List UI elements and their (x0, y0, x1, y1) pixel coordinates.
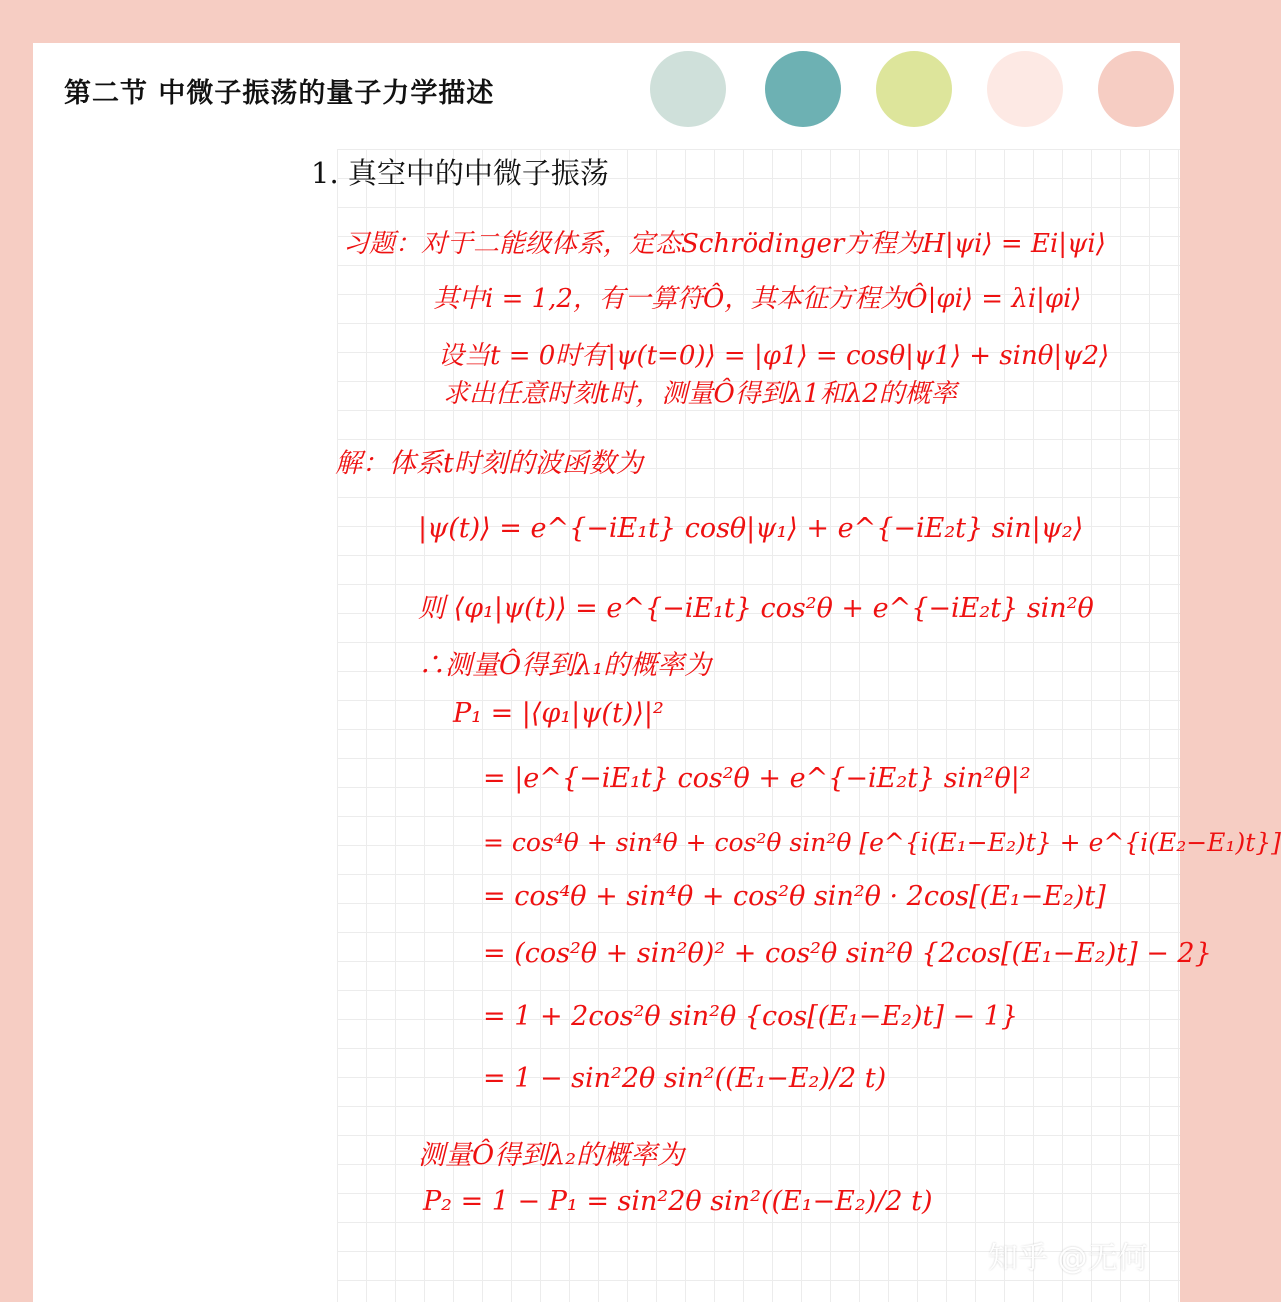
problem-line-3: 设当t = 0时有|ψ(t=0)⟩ = |φ1⟩ = cosθ|ψ1⟩ + sinθ|ψ2⟩ (438, 341, 1110, 371)
p2-result: P₂ = 1 − P₁ = sin²2θ sin²((E₁−E₂)/2 t) (423, 1186, 933, 1217)
color-dot-5 (1098, 51, 1174, 127)
problem-line-2: 其中i = 1,2，有一算符Ô，其本征方程为Ô|φi⟩ = λi|φi⟩ (433, 284, 1082, 314)
problem-line-4: 求出任意时刻t时，测量Ô得到λ1和λ2的概率 (443, 379, 957, 409)
color-dot-2 (765, 51, 841, 127)
step-5: = 1 + 2cos²θ sin²θ {cos[(E₁−E₂)t] − 1} (483, 1001, 1019, 1032)
page-header (33, 43, 1180, 149)
section-heading: 1. 真空中的中微子振荡 (311, 156, 609, 190)
notebook-page (33, 43, 1281, 1302)
watermark: 知乎 @无何 (988, 1241, 1148, 1276)
p1-definition: P₁ = |⟨φ₁|ψ(t)⟩|² (453, 698, 664, 729)
equation-wavefunction: |ψ(t)⟩ = e^{−iE₁t} cosθ|ψ₁⟩ + e^{−iE₂t} sin|ψ₂⟩ (418, 513, 1084, 544)
step-2: = cos⁴θ + sin⁴θ + cos²θ sin²θ [e^{i(E₁−E₂)t} + e^{i(E₂−E₁)t}] (483, 828, 1281, 857)
step-4: = (cos²θ + sin²θ)² + cos²θ sin²θ {2cos[(E₁−E₂)t] − 2} (483, 938, 1212, 969)
solution-intro: 解：体系t时刻的波函数为 (335, 448, 643, 479)
step-1: = |e^{−iE₁t} cos²θ + e^{−iE₂t} sin²θ|² (483, 763, 1031, 794)
step-3: = cos⁴θ + sin⁴θ + cos²θ sin²θ · 2cos[(E₁−E₂)t] (483, 881, 1106, 912)
color-dot-1 (650, 51, 726, 127)
therefore-line: ∴测量Ô得到λ₁的概率为 (418, 650, 712, 681)
color-dot-4 (987, 51, 1063, 127)
p2-label: 测量Ô得到λ₂的概率为 (418, 1140, 685, 1171)
step-6: = 1 − sin²2θ sin²((E₁−E₂)/2 t) (483, 1063, 887, 1094)
page-title: 第二节 中微子振荡的量子力学描述 (64, 78, 495, 109)
problem-line-1: 习题：对于二能级体系，定态Schrödinger方程为H|ψi⟩ = Ei|ψi⟩ (343, 229, 1106, 259)
color-dot-3 (876, 51, 952, 127)
right-frame-strip (1180, 0, 1209, 1302)
equation-inner-product: 则 ⟨φ₁|ψ(t)⟩ = e^{−iE₁t} cos²θ + e^{−iE₂t} sin²θ (418, 593, 1094, 624)
